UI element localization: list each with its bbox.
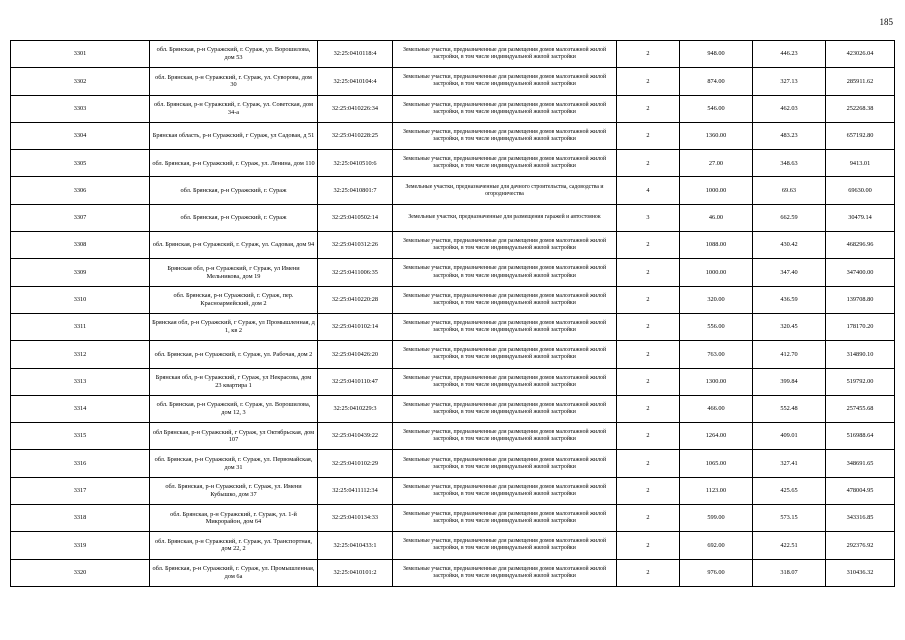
cadastral-number-cell: 32:25:0410102:29 xyxy=(318,450,393,477)
land-use-cell: Земельные участки, предназначенные для размещения домов малоэтажной жилой застройки, в том числе индивидуальной жилой застройки xyxy=(393,368,617,395)
specific-value-cell: 422.51 xyxy=(753,532,826,559)
specific-value-cell: 552.48 xyxy=(753,395,826,422)
row-number: 3311 xyxy=(11,313,150,340)
cadastral-number-cell: 32:25:0410228:25 xyxy=(318,122,393,149)
address-cell: обл. Брянская, р-н Суражский, г. Сураж xyxy=(150,204,318,231)
row-number: 3302 xyxy=(11,68,150,95)
land-use-cell: Земельные участки, предназначенные для размещения домов малоэтажной жилой застройки, в том числе индивидуальной жилой застройки xyxy=(393,232,617,259)
address-cell: обл. Брянская, р-н Суражский, г. Сураж, ул. Первомайская, дом 31 xyxy=(150,450,318,477)
cadastral-number-cell: 32:25:0410312:26 xyxy=(318,232,393,259)
cadastral-number-cell: 32:25:0411006:35 xyxy=(318,259,393,286)
cadastral-number-cell: 32:25:0410433:1 xyxy=(318,532,393,559)
area-cell: 1123.00 xyxy=(680,477,753,504)
area-cell: 556.00 xyxy=(680,313,753,340)
table-row xyxy=(11,95,895,122)
cadastral-value-cell: 314890.10 xyxy=(826,341,895,368)
land-use-cell: Земельные участки, предназначенные для размещения домов малоэтажной жилой застройки, в том числе индивидуальной жилой застройки xyxy=(393,395,617,422)
row-number: 3316 xyxy=(11,450,150,477)
address-cell: Брянская обл, р-н Суражский, г Сураж, ул Имени Мельникова, дом 19 xyxy=(150,259,318,286)
cadastral-value-cell: 519792.00 xyxy=(826,368,895,395)
area-cell: 466.00 xyxy=(680,395,753,422)
group-cell: 3 xyxy=(617,204,680,231)
table-row xyxy=(11,532,895,559)
cadastral-number-cell: 32:25:0410801:7 xyxy=(318,177,393,204)
group-cell: 2 xyxy=(617,95,680,122)
specific-value-cell: 412.70 xyxy=(753,341,826,368)
address-cell: обл. Брянская, р-н Суражский, г. Сураж, ул. Суворова, дом 30 xyxy=(150,68,318,95)
area-cell: 1065.00 xyxy=(680,450,753,477)
land-use-cell: Земельные участки, предназначенные для размещения гаражей и автостоянок xyxy=(393,204,617,231)
row-number: 3305 xyxy=(11,150,150,177)
table-row xyxy=(11,177,895,204)
row-number: 3313 xyxy=(11,368,150,395)
table-row xyxy=(11,122,895,149)
row-number: 3310 xyxy=(11,286,150,313)
group-cell: 2 xyxy=(617,395,680,422)
table-row xyxy=(11,505,895,532)
area-cell: 976.00 xyxy=(680,559,753,586)
group-cell: 2 xyxy=(617,423,680,450)
land-use-cell: Земельные участки, предназначенные для размещения домов малоэтажной жилой застройки, в том числе индивидуальной жилой застройки xyxy=(393,122,617,149)
table-row xyxy=(11,204,895,231)
land-use-cell: Земельные участки, предназначенные для размещения домов малоэтажной жилой застройки, в том числе индивидуальной жилой застройки xyxy=(393,341,617,368)
group-cell: 2 xyxy=(617,505,680,532)
land-use-cell: Земельные участки, предназначенные для размещения домов малоэтажной жилой застройки, в том числе индивидуальной жилой застройки xyxy=(393,286,617,313)
specific-value-cell: 430.42 xyxy=(753,232,826,259)
land-use-cell: Земельные участки, предназначенные для размещения домов малоэтажной жилой застройки, в том числе индивидуальной жилой застройки xyxy=(393,532,617,559)
address-cell: обл. Брянская, р-н Суражский, г. Сураж, ул. Ворошилова, дом 12, 3 xyxy=(150,395,318,422)
area-cell: 1300.00 xyxy=(680,368,753,395)
table-row xyxy=(11,68,895,95)
area-cell: 948.00 xyxy=(680,41,753,68)
specific-value-cell: 69.63 xyxy=(753,177,826,204)
table-row xyxy=(11,150,895,177)
land-use-cell: Земельные участки, предназначенные для размещения домов малоэтажной жилой застройки, в том числе индивидуальной жилой застройки xyxy=(393,423,617,450)
area-cell: 1088.00 xyxy=(680,232,753,259)
specific-value-cell: 462.03 xyxy=(753,95,826,122)
cadastral-value-cell: 657192.80 xyxy=(826,122,895,149)
group-cell: 2 xyxy=(617,232,680,259)
cadastral-value-cell: 252268.38 xyxy=(826,95,895,122)
cadastral-number-cell: 32:25:0410220:28 xyxy=(318,286,393,313)
cadastral-value-cell: 348691.65 xyxy=(826,450,895,477)
row-number: 3314 xyxy=(11,395,150,422)
page-number: 185 xyxy=(879,17,893,27)
cadastral-value-cell: 310436.32 xyxy=(826,559,895,586)
table-row xyxy=(11,259,895,286)
cadastral-number-cell: 32:25:0410229:3 xyxy=(318,395,393,422)
area-cell: 546.00 xyxy=(680,95,753,122)
group-cell: 4 xyxy=(617,177,680,204)
cadastral-number-cell: 32:25:0410101:2 xyxy=(318,559,393,586)
land-use-cell: Земельные участки, предназначенные для дачного строительства, садоводства и огородничества xyxy=(393,177,617,204)
address-cell: обл. Брянская, р-н Суражский, г. Сураж, ул. Промышленная, дом 6а xyxy=(150,559,318,586)
group-cell: 2 xyxy=(617,150,680,177)
specific-value-cell: 318.07 xyxy=(753,559,826,586)
cadastral-number-cell: 32:25:0411112:34 xyxy=(318,477,393,504)
table-row xyxy=(11,423,895,450)
cadastral-number-cell: 32:25:0410102:14 xyxy=(318,313,393,340)
cadastral-number-cell: 32:25:0410226:34 xyxy=(318,95,393,122)
table-row xyxy=(11,286,895,313)
row-number: 3312 xyxy=(11,341,150,368)
address-cell: обл. Брянская, р-н Суражский, г. Сураж, ул. Рабочая, дом 2 xyxy=(150,341,318,368)
row-number: 3308 xyxy=(11,232,150,259)
specific-value-cell: 425.65 xyxy=(753,477,826,504)
specific-value-cell: 573.15 xyxy=(753,505,826,532)
specific-value-cell: 446.23 xyxy=(753,41,826,68)
specific-value-cell: 662.59 xyxy=(753,204,826,231)
cadastral-value-cell: 139708.80 xyxy=(826,286,895,313)
address-cell: обл. Брянская, р-н Суражский, г. Сураж, ул. 1-й Микрорайон, дом 64 xyxy=(150,505,318,532)
row-number: 3319 xyxy=(11,532,150,559)
land-use-cell: Земельные участки, предназначенные для размещения домов малоэтажной жилой застройки, в том числе индивидуальной жилой застройки xyxy=(393,313,617,340)
area-cell: 692.00 xyxy=(680,532,753,559)
address-cell: обл. Брянская, р-н Суражский, г. Сураж, ул. Ворошилова, дом 53 xyxy=(150,41,318,68)
specific-value-cell: 327.13 xyxy=(753,68,826,95)
cadastral-value-cell: 257455.68 xyxy=(826,395,895,422)
table-row xyxy=(11,395,895,422)
area-cell: 599.00 xyxy=(680,505,753,532)
area-cell: 27.00 xyxy=(680,150,753,177)
row-number: 3307 xyxy=(11,204,150,231)
group-cell: 2 xyxy=(617,477,680,504)
cadastral-number-cell: 32:25:0410134:33 xyxy=(318,505,393,532)
group-cell: 2 xyxy=(617,122,680,149)
group-cell: 2 xyxy=(617,532,680,559)
cadastral-value-cell: 423026.04 xyxy=(826,41,895,68)
land-use-cell: Земельные участки, предназначенные для размещения домов малоэтажной жилой застройки, в том числе индивидуальной жилой застройки xyxy=(393,450,617,477)
group-cell: 2 xyxy=(617,313,680,340)
cadastral-number-cell: 32:25:0410439:22 xyxy=(318,423,393,450)
row-number: 3309 xyxy=(11,259,150,286)
specific-value-cell: 409.01 xyxy=(753,423,826,450)
address-cell: обл. Брянская, р-н Суражский, г. Сураж xyxy=(150,177,318,204)
cadastral-value-cell: 347400.00 xyxy=(826,259,895,286)
area-cell: 1000.00 xyxy=(680,259,753,286)
address-cell: Брянская область, р-н Суражский, г Сураж, ул Садовая, д 51 xyxy=(150,122,318,149)
cadastral-value-cell: 285911.62 xyxy=(826,68,895,95)
row-number: 3320 xyxy=(11,559,150,586)
table-row xyxy=(11,232,895,259)
cadastral-value-cell: 9413.01 xyxy=(826,150,895,177)
specific-value-cell: 327.41 xyxy=(753,450,826,477)
area-cell: 1264.00 xyxy=(680,423,753,450)
group-cell: 2 xyxy=(617,68,680,95)
area-cell: 1000.00 xyxy=(680,177,753,204)
address-cell: Брянская обл, р-н Суражский, г Сураж, ул Некрасова, дом 23 квартира 1 xyxy=(150,368,318,395)
address-cell: обл. Брянская, р-н Суражский, г. Сураж, ул. Имени Кубышко, дом 37 xyxy=(150,477,318,504)
area-cell: 874.00 xyxy=(680,68,753,95)
address-cell: обл. Брянская, р-н Суражский, г. Сураж, ул. Советская, дом 34-а xyxy=(150,95,318,122)
land-register-table xyxy=(10,40,895,587)
table-row xyxy=(11,559,895,586)
specific-value-cell: 320.45 xyxy=(753,313,826,340)
table-row xyxy=(11,450,895,477)
cadastral-number-cell: 32:25:0410510:6 xyxy=(318,150,393,177)
group-cell: 2 xyxy=(617,259,680,286)
cadastral-number-cell: 32:25:0410104:4 xyxy=(318,68,393,95)
table-row xyxy=(11,341,895,368)
cadastral-number-cell: 32:25:0410118:4 xyxy=(318,41,393,68)
cadastral-number-cell: 32:25:0410426:20 xyxy=(318,341,393,368)
cadastral-value-cell: 292376.92 xyxy=(826,532,895,559)
specific-value-cell: 483.23 xyxy=(753,122,826,149)
group-cell: 2 xyxy=(617,286,680,313)
area-cell: 763.00 xyxy=(680,341,753,368)
address-cell: Брянская обл, р-н Суражский, г Сураж, ул Промышленная, д 1, кв 2 xyxy=(150,313,318,340)
table-body xyxy=(11,41,895,587)
land-use-cell: Земельные участки, предназначенные для размещения домов малоэтажной жилой застройки, в том числе индивидуальной жилой застройки xyxy=(393,259,617,286)
area-cell: 1360.00 xyxy=(680,122,753,149)
cadastral-value-cell: 343316.85 xyxy=(826,505,895,532)
cadastral-value-cell: 516988.64 xyxy=(826,423,895,450)
group-cell: 2 xyxy=(617,559,680,586)
cadastral-value-cell: 468296.96 xyxy=(826,232,895,259)
cadastral-number-cell: 32:25:0410502:14 xyxy=(318,204,393,231)
address-cell: обл. Брянская, р-н Суражский, г. Сураж, пер. Красноармейский, дом 2 xyxy=(150,286,318,313)
address-cell: обл Брянская, р-н Суражский, г Сураж, ул Октябрьская, дом 107 xyxy=(150,423,318,450)
cadastral-value-cell: 69630.00 xyxy=(826,177,895,204)
cadastral-number-cell: 32:25:0410110:47 xyxy=(318,368,393,395)
row-number: 3303 xyxy=(11,95,150,122)
address-cell: обл. Брянская, р-н Суражский, г. Сураж, ул. Транспортная, дом 22, 2 xyxy=(150,532,318,559)
table-row xyxy=(11,368,895,395)
address-cell: обл. Брянская, р-н Суражский, г. Сураж, ул. Садовая, дом 94 xyxy=(150,232,318,259)
specific-value-cell: 347.40 xyxy=(753,259,826,286)
table-row xyxy=(11,41,895,68)
specific-value-cell: 399.84 xyxy=(753,368,826,395)
land-use-cell: Земельные участки, предназначенные для размещения домов малоэтажной жилой застройки, в том числе индивидуальной жилой застройки xyxy=(393,41,617,68)
area-cell: 46.00 xyxy=(680,204,753,231)
group-cell: 2 xyxy=(617,41,680,68)
row-number: 3317 xyxy=(11,477,150,504)
land-use-cell: Земельные участки, предназначенные для размещения домов малоэтажной жилой застройки, в том числе индивидуальной жилой застройки xyxy=(393,95,617,122)
land-use-cell: Земельные участки, предназначенные для размещения домов малоэтажной жилой застройки, в том числе индивидуальной жилой застройки xyxy=(393,505,617,532)
group-cell: 2 xyxy=(617,341,680,368)
land-use-cell: Земельные участки, предназначенные для размещения домов малоэтажной жилой застройки, в том числе индивидуальной жилой застройки xyxy=(393,559,617,586)
group-cell: 2 xyxy=(617,450,680,477)
group-cell: 2 xyxy=(617,368,680,395)
specific-value-cell: 436.59 xyxy=(753,286,826,313)
cadastral-value-cell: 478004.95 xyxy=(826,477,895,504)
land-use-cell: Земельные участки, предназначенные для размещения домов малоэтажной жилой застройки, в том числе индивидуальной жилой застройки xyxy=(393,68,617,95)
land-use-cell: Земельные участки, предназначенные для размещения домов малоэтажной жилой застройки, в том числе индивидуальной жилой застройки xyxy=(393,477,617,504)
cadastral-value-cell: 30479.14 xyxy=(826,204,895,231)
row-number: 3318 xyxy=(11,505,150,532)
specific-value-cell: 348.63 xyxy=(753,150,826,177)
land-use-cell: Земельные участки, предназначенные для размещения домов малоэтажной жилой застройки, в том числе индивидуальной жилой застройки xyxy=(393,150,617,177)
table-row xyxy=(11,477,895,504)
row-number: 3304 xyxy=(11,122,150,149)
row-number: 3306 xyxy=(11,177,150,204)
row-number: 3315 xyxy=(11,423,150,450)
address-cell: обл. Брянская, р-н Суражский, г. Сураж, ул. Ленина, дом 110 xyxy=(150,150,318,177)
table-row xyxy=(11,313,895,340)
area-cell: 320.00 xyxy=(680,286,753,313)
cadastral-value-cell: 178170.20 xyxy=(826,313,895,340)
row-number: 3301 xyxy=(11,41,150,68)
